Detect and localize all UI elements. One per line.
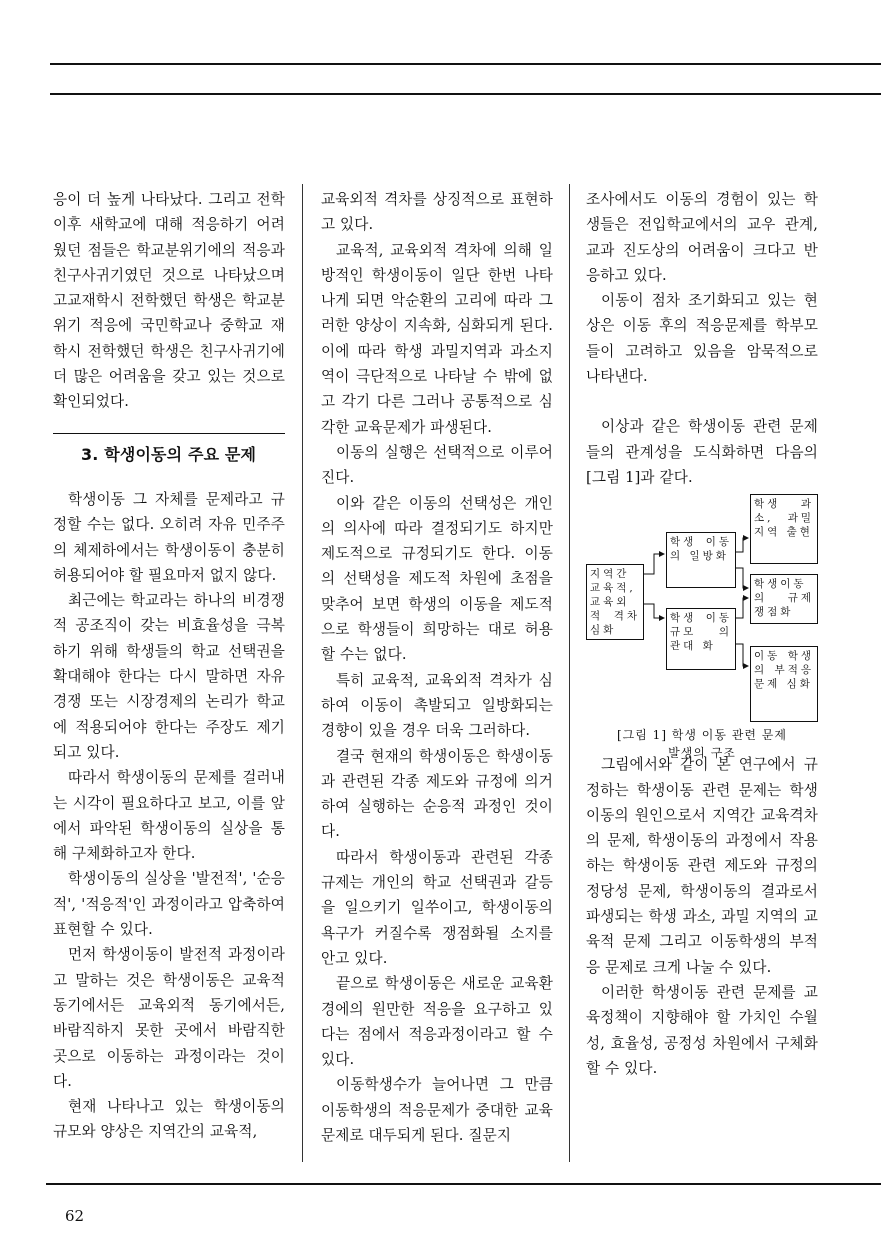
- box-maladapt: 이동 학생의 부적응 문제 심화: [750, 646, 818, 722]
- paragraph: 교육외적 격차를 상징적으로 표현하고 있다.: [321, 191, 553, 234]
- page-number: 62: [65, 1207, 85, 1225]
- paragraph: 결국 현재의 학생이동은 학생이동과 관련된 각종 제도와 규정에 의거하여 실행하는 순응적 과정인 것이다.: [321, 747, 553, 841]
- paragraph: 따라서 학생이동의 문제를 걸러내는 시각이 필요하다고 보고, 이를 앞에서 파악된 학생이동의 실상을 통해 구체화하고자 한다.: [53, 769, 285, 863]
- top-rule: [50, 63, 881, 65]
- paragraph: 이와 같은 이동의 선택성은 개인의 의사에 따라 결정되기도 하지만 제도적으로 규정되기도 한다. 이동의 선택성을 제도적 차원에 초점을 맞추어 보면 학생의 이동을 제도적으로 학생들이 희망하는 대로 허용할 수는 없다.: [321, 494, 553, 664]
- box-issue: 학생이동 의 규제 쟁점화: [750, 574, 818, 624]
- caption-line: 발생의 구조: [668, 746, 736, 761]
- paragraph: 현재 나타나고 있는 학생이동의 규모와 양상은 지역간의 교육적,: [53, 1098, 285, 1141]
- paragraph: 끝으로 학생이동은 새로운 교육환경에의 원만한 적응을 요구하고 있다는 점에서 적응과정이라고 할 수 있다.: [321, 975, 553, 1069]
- column-divider: [302, 184, 303, 1162]
- footer-rule: [46, 1183, 881, 1185]
- header-rule: [50, 93, 881, 95]
- paragraph: 조사에서도 이동의 경험이 있는 학생들은 전입학교에서의 교우 관계, 교과 진도상의 어려움이 크다고 반응하고 있다.: [586, 191, 818, 284]
- column-divider: [569, 184, 570, 1162]
- paragraph: 이러한 학생이동 관련 문제를 교육정책이 지향해야 할 가치인 수월성, 효율성, 공정성 차원에서 구체화할 수 있다.: [586, 983, 818, 1077]
- paragraph: 학생이동의 실상을 '발전적', '순응적', '적응적'인 과정이라고 압축하여 표현할 수 있다.: [53, 870, 285, 939]
- figure-1-diagram: [586, 494, 818, 761]
- paragraph: 이동의 실행은 선택적으로 이루어진다.: [321, 443, 553, 487]
- paragraph: 최근에는 학교라는 하나의 비경쟁적 공조직이 갖는 비효율성을 극복하기 위해 학생들의 학교 선택권을 확대해야 한다는 다시 말하면 자유경쟁 또는 시장경제의 논리가 학교에 적용되어야 한다는 주장도 제기되고 있다.: [53, 592, 285, 761]
- figure-caption: [586, 726, 818, 762]
- paragraph: 이동이 점차 조기화되고 있는 현상은 이동 후의 적응문제를 학부모들이 고려하고 있음을 암묵적으로 나타낸다.: [586, 292, 818, 386]
- caption-line: [그림 1] 학생 이동 관련 문제: [617, 728, 787, 743]
- box-cause: 지역간 교육적, 교육외적 격차 심화: [586, 564, 644, 640]
- paragraph: 특히 교육적, 교육외적 격차가 심하여 이동이 촉발되고 일방화되는 경향이 있을 경우 더욱 그러하다.: [321, 671, 553, 740]
- box-regulation: 학생 이동 규모 의 관대 화: [666, 608, 736, 670]
- box-unilateral: 학생 이동의 일방화: [666, 532, 736, 588]
- column-3: [586, 187, 818, 1081]
- paragraph: 응이 더 높게 나타났다. 그리고 전학 이후 새학교에 대해 적응하기 어려웠던 점들은 학교분위기에의 적응과 친구사귀기였던 것으로 나타났으며 고교재학시 전학했던 학생은 학교분위기 적응에 국민학교나 중학교 재학시 전학했던 학생은 친구사귀기에 더 많은 어려움을 갖고 있는 것으로 확인되었다.: [53, 191, 285, 411]
- paragraph: 따라서 학생이동과 관련된 각종 규제는 개인의 학교 선택권과 갈등을 일으키기 일쑤이고, 학생이동의 욕구가 커질수록 쟁점화될 소지를 안고 있다.: [321, 848, 553, 967]
- paragraph: 이상과 같은 학생이동 관련 문제들의 관계성을 도식화하면 다음의 [그림 1]과 같다.: [586, 418, 818, 486]
- paragraph: 먼저 학생이동이 발전적 과정이라고 말하는 것은 학생이동은 교육적 동기에서든 교육외적 동기에서든, 바람직하지 못한 곳에서 바람직한 곳으로 이동하는 과정이라는 것이다.: [53, 946, 285, 1090]
- section-heading: 3. 학생이동의 주요 문제: [53, 433, 285, 467]
- column-1: [53, 187, 285, 1145]
- paragraph: 이동학생수가 늘어나면 그 만큼 이동학생의 적응문제가 중대한 교육 문제로 대두되게 된다. 질문지: [321, 1076, 553, 1144]
- column-2: [321, 187, 553, 1148]
- paragraph: 학생이동 그 자체를 문제라고 규정할 수는 없다. 오히려 자유 민주주의 체제하에서는 학생이동이 충분히 허용되어야 할 필요마저 없지 않다.: [53, 490, 285, 584]
- paragraph: 그림에서와 같이 본 연구에서 규정하는 학생이동 관련 문제는 학생이동의 원인으로서 지역간 교육격차의 문제, 학생이동의 과정에서 작용하는 학생이동 관련 제도와 규정의 정당성 문제, 학생이동의 결과로서 파생되는 학생 과소, 과밀 지역의 교육적 문제 그리고 이동학생의 부적응 문제로 크게 나눌 수 있다.: [586, 756, 818, 976]
- paragraph: 교육적, 교육외적 격차에 의해 일방적인 학생이동이 일단 한번 나타나게 되면 악순환의 고리에 따라 그러한 양상이 지속화, 심화되게 된다. 이에 따라 학생 과밀지역과 과소지역이 극단적으로 나타날 수 밖에 없고 각기 다른 그러나 공통적으로 심각한 교육문제가 파생된다.: [321, 241, 553, 436]
- box-density: 학생 과소, 과밀 지역 출현: [750, 494, 818, 564]
